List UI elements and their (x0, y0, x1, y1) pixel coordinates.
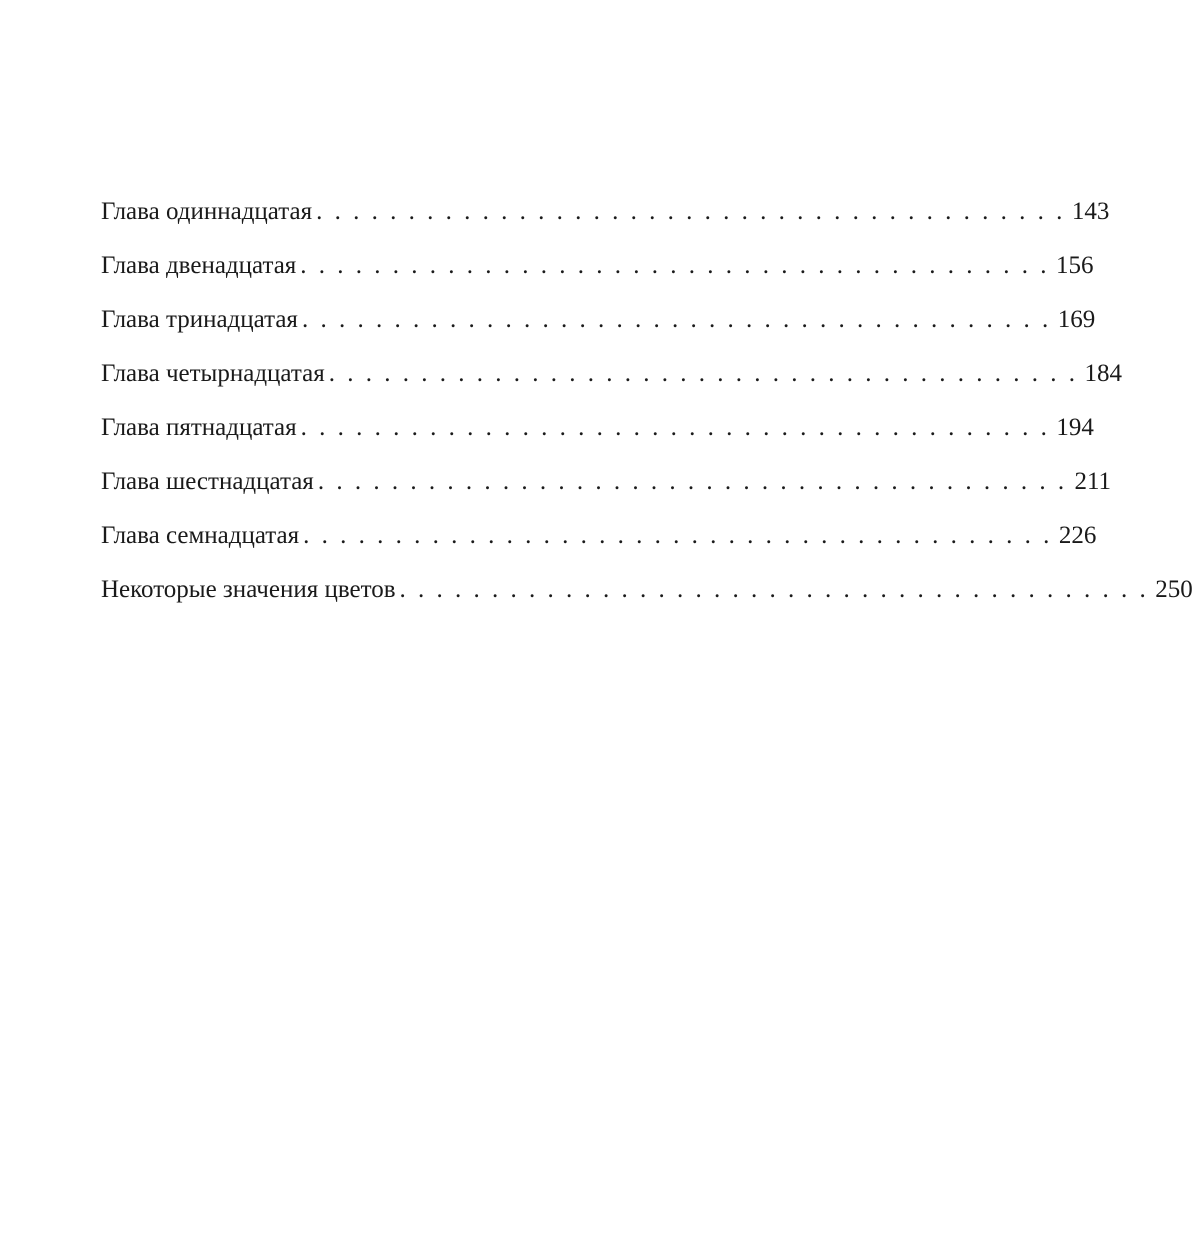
toc-entry[interactable] (101, 573, 1193, 627)
toc-entry-title: Глава одиннадцатая (101, 198, 313, 225)
dot-leader: . . . . . . . . . . . . . . . . . . . . . . . . . . . . . . . . . . . . . . . . . (300, 414, 1050, 441)
toc-entry-title: Глава четырнадцатая (101, 360, 325, 387)
toc-entry-title: Глава пятнадцатая (101, 414, 297, 441)
dot-leader: . . . . . . . . . . . . . . . . . . . . . . . . . . . . . . . . . . . . . . . . . (300, 252, 1050, 279)
toc-entry[interactable] (101, 411, 1094, 465)
toc-entry-page-number: 184 (1084, 360, 1122, 387)
toc-entry-page-number: 194 (1056, 414, 1094, 441)
toc-entry[interactable] (101, 465, 1112, 519)
toc-entry[interactable] (101, 303, 1096, 357)
toc-entry-page-number: 143 (1071, 198, 1110, 225)
dot-leader: . . . . . . . . . . . . . . . . . . . . . . . . . . . . . . . . . . . . . . . . . (301, 306, 1052, 333)
toc-entry-title: Глава тринадцатая (101, 306, 298, 333)
toc-entry-page-number: 250 (1155, 576, 1193, 603)
dot-leader: . . . . . . . . . . . . . . . . . . . . . . . . . . . . . . . . . . . . . . . . . (303, 522, 1053, 549)
dot-leader: . . . . . . . . . . . . . . . . . . . . . . . . . . . . . . . . . . . . . . . . . (328, 360, 1078, 387)
toc-entry-page-number: 211 (1074, 468, 1112, 495)
dot-leader: . . . . . . . . . . . . . . . . . . . . . . . . . . . . . . . . . . . . . . . . . (317, 468, 1068, 495)
toc-entry[interactable] (101, 357, 1122, 411)
toc-entry-title: Некоторые значения цветов (101, 576, 396, 603)
toc-entry[interactable] (101, 195, 1110, 249)
toc-entry-title: Глава шестнадцатая (101, 468, 314, 495)
toc-entry-title: Глава семнадцатая (101, 522, 300, 549)
toc-entry[interactable] (101, 519, 1097, 573)
table-of-contents (101, 195, 1193, 627)
dot-leader: . . . . . . . . . . . . . . . . . . . . . . . . . . . . . . . . . . . . . . . . . (399, 576, 1149, 603)
toc-entry[interactable] (101, 249, 1094, 303)
toc-entry-title: Глава двенадцатая (101, 252, 297, 279)
toc-entry-page-number: 156 (1056, 252, 1094, 279)
toc-entry-page-number: 226 (1058, 522, 1097, 549)
dot-leader: . . . . . . . . . . . . . . . . . . . . . . . . . . . . . . . . . . . . . . . . . (316, 198, 1066, 225)
toc-entry-page-number: 169 (1057, 306, 1096, 333)
